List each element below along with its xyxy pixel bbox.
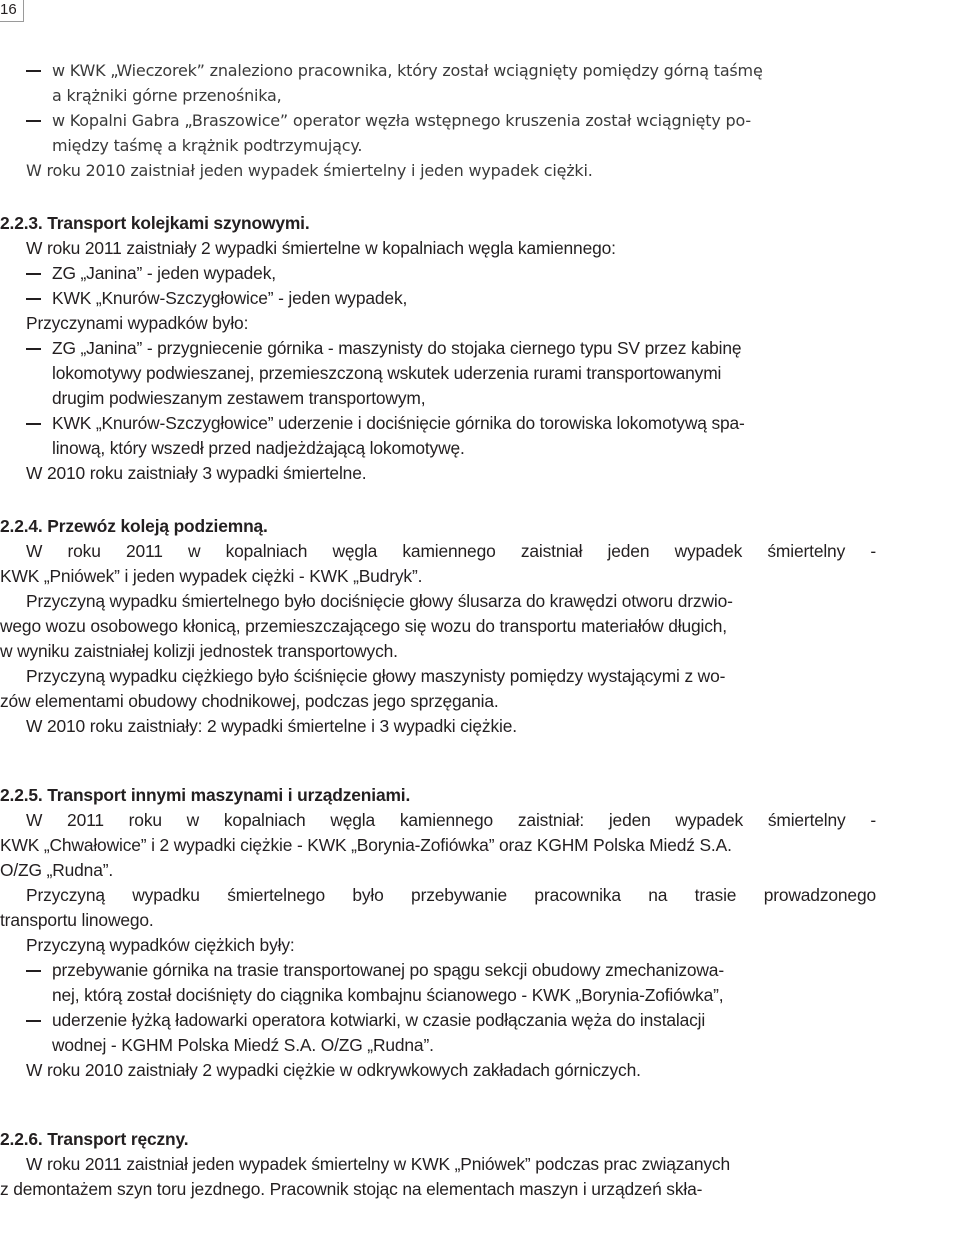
paragraph-text: Przyczyną wypadku śmiertelnego było przebywanie pracownika na trasie prowadzonego [26,885,876,905]
page-number: 16 [0,0,24,22]
paragraph-line [0,808,960,833]
list-item-text: ZG „Janina” - jeden wypadek, [52,263,276,283]
list-item-text: KWK „Knurów-Szczygłowice” - jeden wypadek, [52,288,408,308]
section-heading: 2.2.3. Transport kolejkami szynowymi. [0,213,310,233]
dash-bullet [26,70,41,72]
paragraph-line: KWK „Pniówek” i jeden wypadek ciężki - KWK „Budryk”. [0,566,423,586]
paragraph-line: wego wozu osobowego kłonicą, przemieszczającego się wozu do transportu materiałów długich, [0,616,727,636]
list-item-text: uderzenie łyżką ładowarki operatora kotwiarki, w czasie podłączania węża do instalacji [52,1010,706,1030]
list-item-text: między taśmę a krążnik podtrzymujący. [52,136,363,155]
list-item [0,108,960,133]
paragraph [0,158,960,183]
paragraph-text: W roku 2011 w kopalniach węgla kamiennego zaistniał jeden wypadek śmiertelny - [26,541,876,561]
list-item [0,261,960,286]
dash-bullet [26,1020,41,1022]
paragraph-line: z demontażem szyn toru jezdnego. Pracownik stojąc na elementach maszyn i urządzeń skła- [0,1179,703,1199]
paragraph-line: Przyczyną wypadków ciężkich były: [26,935,295,955]
list-item-text: przebywanie górnika na trasie transportowanej po spągu sekcji obudowy zmechanizowa- [52,960,724,980]
list-item-text: w Kopalni Gabra „Braszowice” operator węzła wstępnego kruszenia został wciągnięty po- [52,111,751,130]
dash-bullet [26,423,41,425]
paragraph-line: transportu linowego. [0,910,154,930]
list-item-continuation [0,133,960,158]
document-body [0,58,960,1202]
paragraph-line [0,539,960,564]
paragraph-line [0,883,960,908]
list-item-continuation: wodnej - KGHM Polska Miedź S.A. O/ZG „Rudna”. [52,1035,434,1055]
paragraph-line: W roku 2011 zaistniał jeden wypadek śmiertelny w KWK „Pniówek” podczas prac związanych [26,1154,730,1174]
list-item [0,336,960,361]
list-item [0,958,960,983]
paragraph: Przyczynami wypadków było: [26,313,249,333]
paragraph-line: zów elementami obudowy chodnikowej, podczas jego sprzęgania. [0,691,499,711]
dash-bullet [26,298,41,300]
list-item [0,1008,960,1033]
list-item-continuation: linową, który wszedł przed nadjeżdżającą lokomotywę. [52,438,465,458]
list-item-continuation: nej, którą został dociśnięty do ciągnika kombajnu ścianowego - KWK „Borynia-Zofiówka”, [52,985,724,1005]
paragraph: W 2010 roku zaistniały 3 wypadki śmiertelne. [26,463,367,483]
dash-bullet [26,120,41,122]
paragraph: W roku 2011 zaistniały 2 wypadki śmiertelne w kopalniach węgla kamiennego: [26,238,616,258]
dash-bullet [26,970,41,972]
paragraph-line: W 2010 roku zaistniały: 2 wypadki śmiertelne i 3 wypadki ciężkie. [26,716,517,736]
paragraph-line: W roku 2010 zaistniały 2 wypadki ciężkie w odkrywkowych zakładach górniczych. [26,1060,641,1080]
list-item [0,286,960,311]
list-item-text: ZG „Janina” - przygniecenie górnika - maszynisty do stojaka ciernego typu SV przez kabinę [52,338,742,358]
section-heading: 2.2.5. Transport innymi maszynami i urządzeniami. [0,785,411,805]
list-item-text: w KWK „Wieczorek” znaleziono pracownika, który został wciągnięty pomiędzy górną taśmę [52,61,763,80]
section-heading: 2.2.6. Transport ręczny. [0,1129,189,1149]
list-item [0,411,960,436]
list-item-text: a krążniki górne przenośnika, [52,86,282,105]
list-item [0,58,960,83]
list-item-continuation [0,83,960,108]
paragraph-text: W 2011 roku w kopalniach węgla kamiennego zaistniał: jeden wypadek śmiertelny - [26,810,876,830]
paragraph-line: Przyczyną wypadku ciężkiego było ściśnięcie głowy maszynisty pomiędzy wystającymi z wo- [26,666,726,686]
paragraph-line: Przyczyną wypadku śmiertelnego było dociśnięcie głowy ślusarza do krawędzi otworu drzwio- [26,591,733,611]
dash-bullet [26,348,41,350]
list-item-continuation: drugim podwieszanym zestawem transportowym, [52,388,426,408]
paragraph-line: w wyniku zaistniałej kolizji jednostek transportowych. [0,641,398,661]
paragraph-text: W roku 2010 zaistniał jeden wypadek śmiertelny i jeden wypadek ciężki. [26,161,593,180]
list-item-continuation: lokomotywy podwieszanej, przemieszczoną wskutek uderzenia rurami transportowanymi [52,363,722,383]
paragraph-line: KWK „Chwałowice” i 2 wypadki ciężkie - KWK „Borynia-Zofiówka” oraz KGHM Polska Miedź S.A. [0,835,732,855]
paragraph-line: O/ZG „Rudna”. [0,860,114,880]
list-item-text: KWK „Knurów-Szczygłowice” uderzenie i dociśnięcie górnika do torowiska lokomotywą spa- [52,413,745,433]
dash-bullet [26,273,41,275]
section-heading: 2.2.4. Przewóz koleją podziemną. [0,516,268,536]
